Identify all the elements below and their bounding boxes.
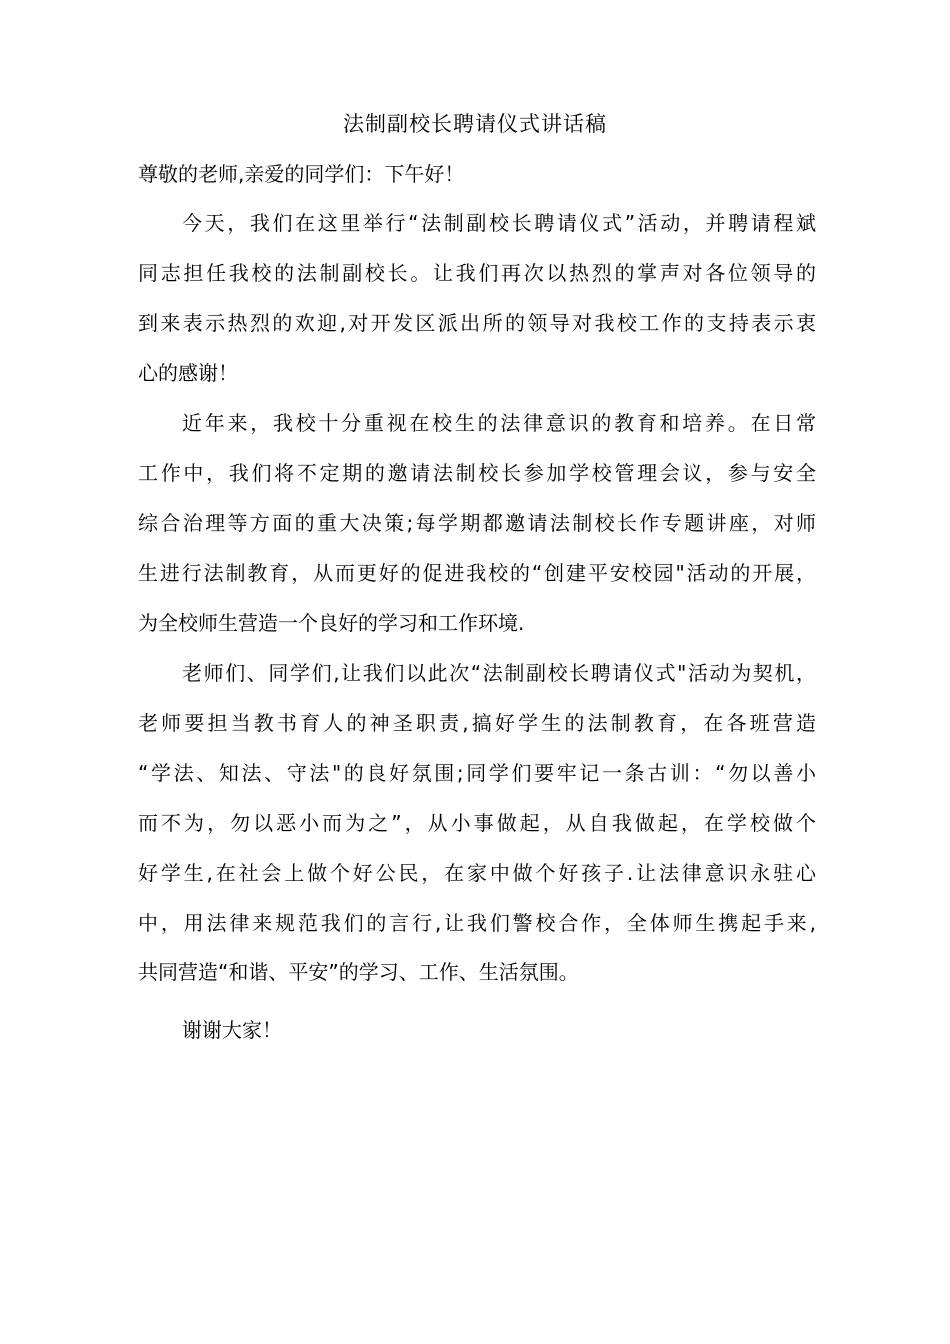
document-title: 法制副校长聘请仪式讲话稿 [343,112,607,136]
salutation: 尊敬的老师,亲爱的同学们：下午好！ [138,162,465,186]
paragraph-3-line-7: 共同营造“和谐、平安”的学习、工作、生活氛围。 [138,960,579,984]
paragraph-1-line-4: 心的感谢！ [138,361,238,385]
paragraph-1-line-3: 到来表示热烈的欢迎,对开发区派出所的领导对我校工作的支持表示衷 [138,311,816,335]
paragraph-1-line-1: 今天，我们在这里举行“法制副校长聘请仪式”活动，并聘请程斌 [182,211,816,235]
paragraph-2-line-5: 为全校师生营造一个良好的学习和工作环境. [138,611,525,635]
paragraph-1-line-2: 同志担任我校的法制副校长。让我们再次以热烈的掌声对各位领导的 [138,261,816,285]
paragraph-3-line-6: 中，用法律来规范我们的言行,让我们警校合作，全体师生携起手来, [138,911,816,935]
paragraph-3-line-2: 老师要担当教书育人的神圣职责,搞好学生的法制教育，在各班营造 [138,711,816,735]
paragraph-3-line-1: 老师们、同学们,让我们以此次“法制副校长聘请仪式"活动为契机， [182,661,816,685]
closing-line: 谢谢大家！ [182,1018,282,1042]
paragraph-3-line-4: 而不为，勿以恶小而为之”，从小事做起，从自我做起，在学校做个 [138,811,816,835]
paragraph-2-line-4: 生进行法制教育，从而更好的促进我校的“创建平安校园"活动的开展， [138,561,816,585]
paragraph-3-line-5: 好学生,在社会上做个好公民，在家中做个好孩子.让法律意识永驻心 [138,861,816,885]
paragraph-3-line-3: “学法、知法、守法"的良好氛围;同学们要牢记一条古训：“勿以善小 [138,761,816,785]
paragraph-2-line-3: 综合治理等方面的重大决策;每学期都邀请法制校长作专题讲座，对师 [138,511,816,535]
paragraph-2-line-2: 工作中，我们将不定期的邀请法制校长参加学校管理会议，参与安全 [138,461,816,485]
paragraph-2-line-1: 近年来，我校十分重视在校生的法律意识的教育和培养。在日常 [182,411,816,435]
